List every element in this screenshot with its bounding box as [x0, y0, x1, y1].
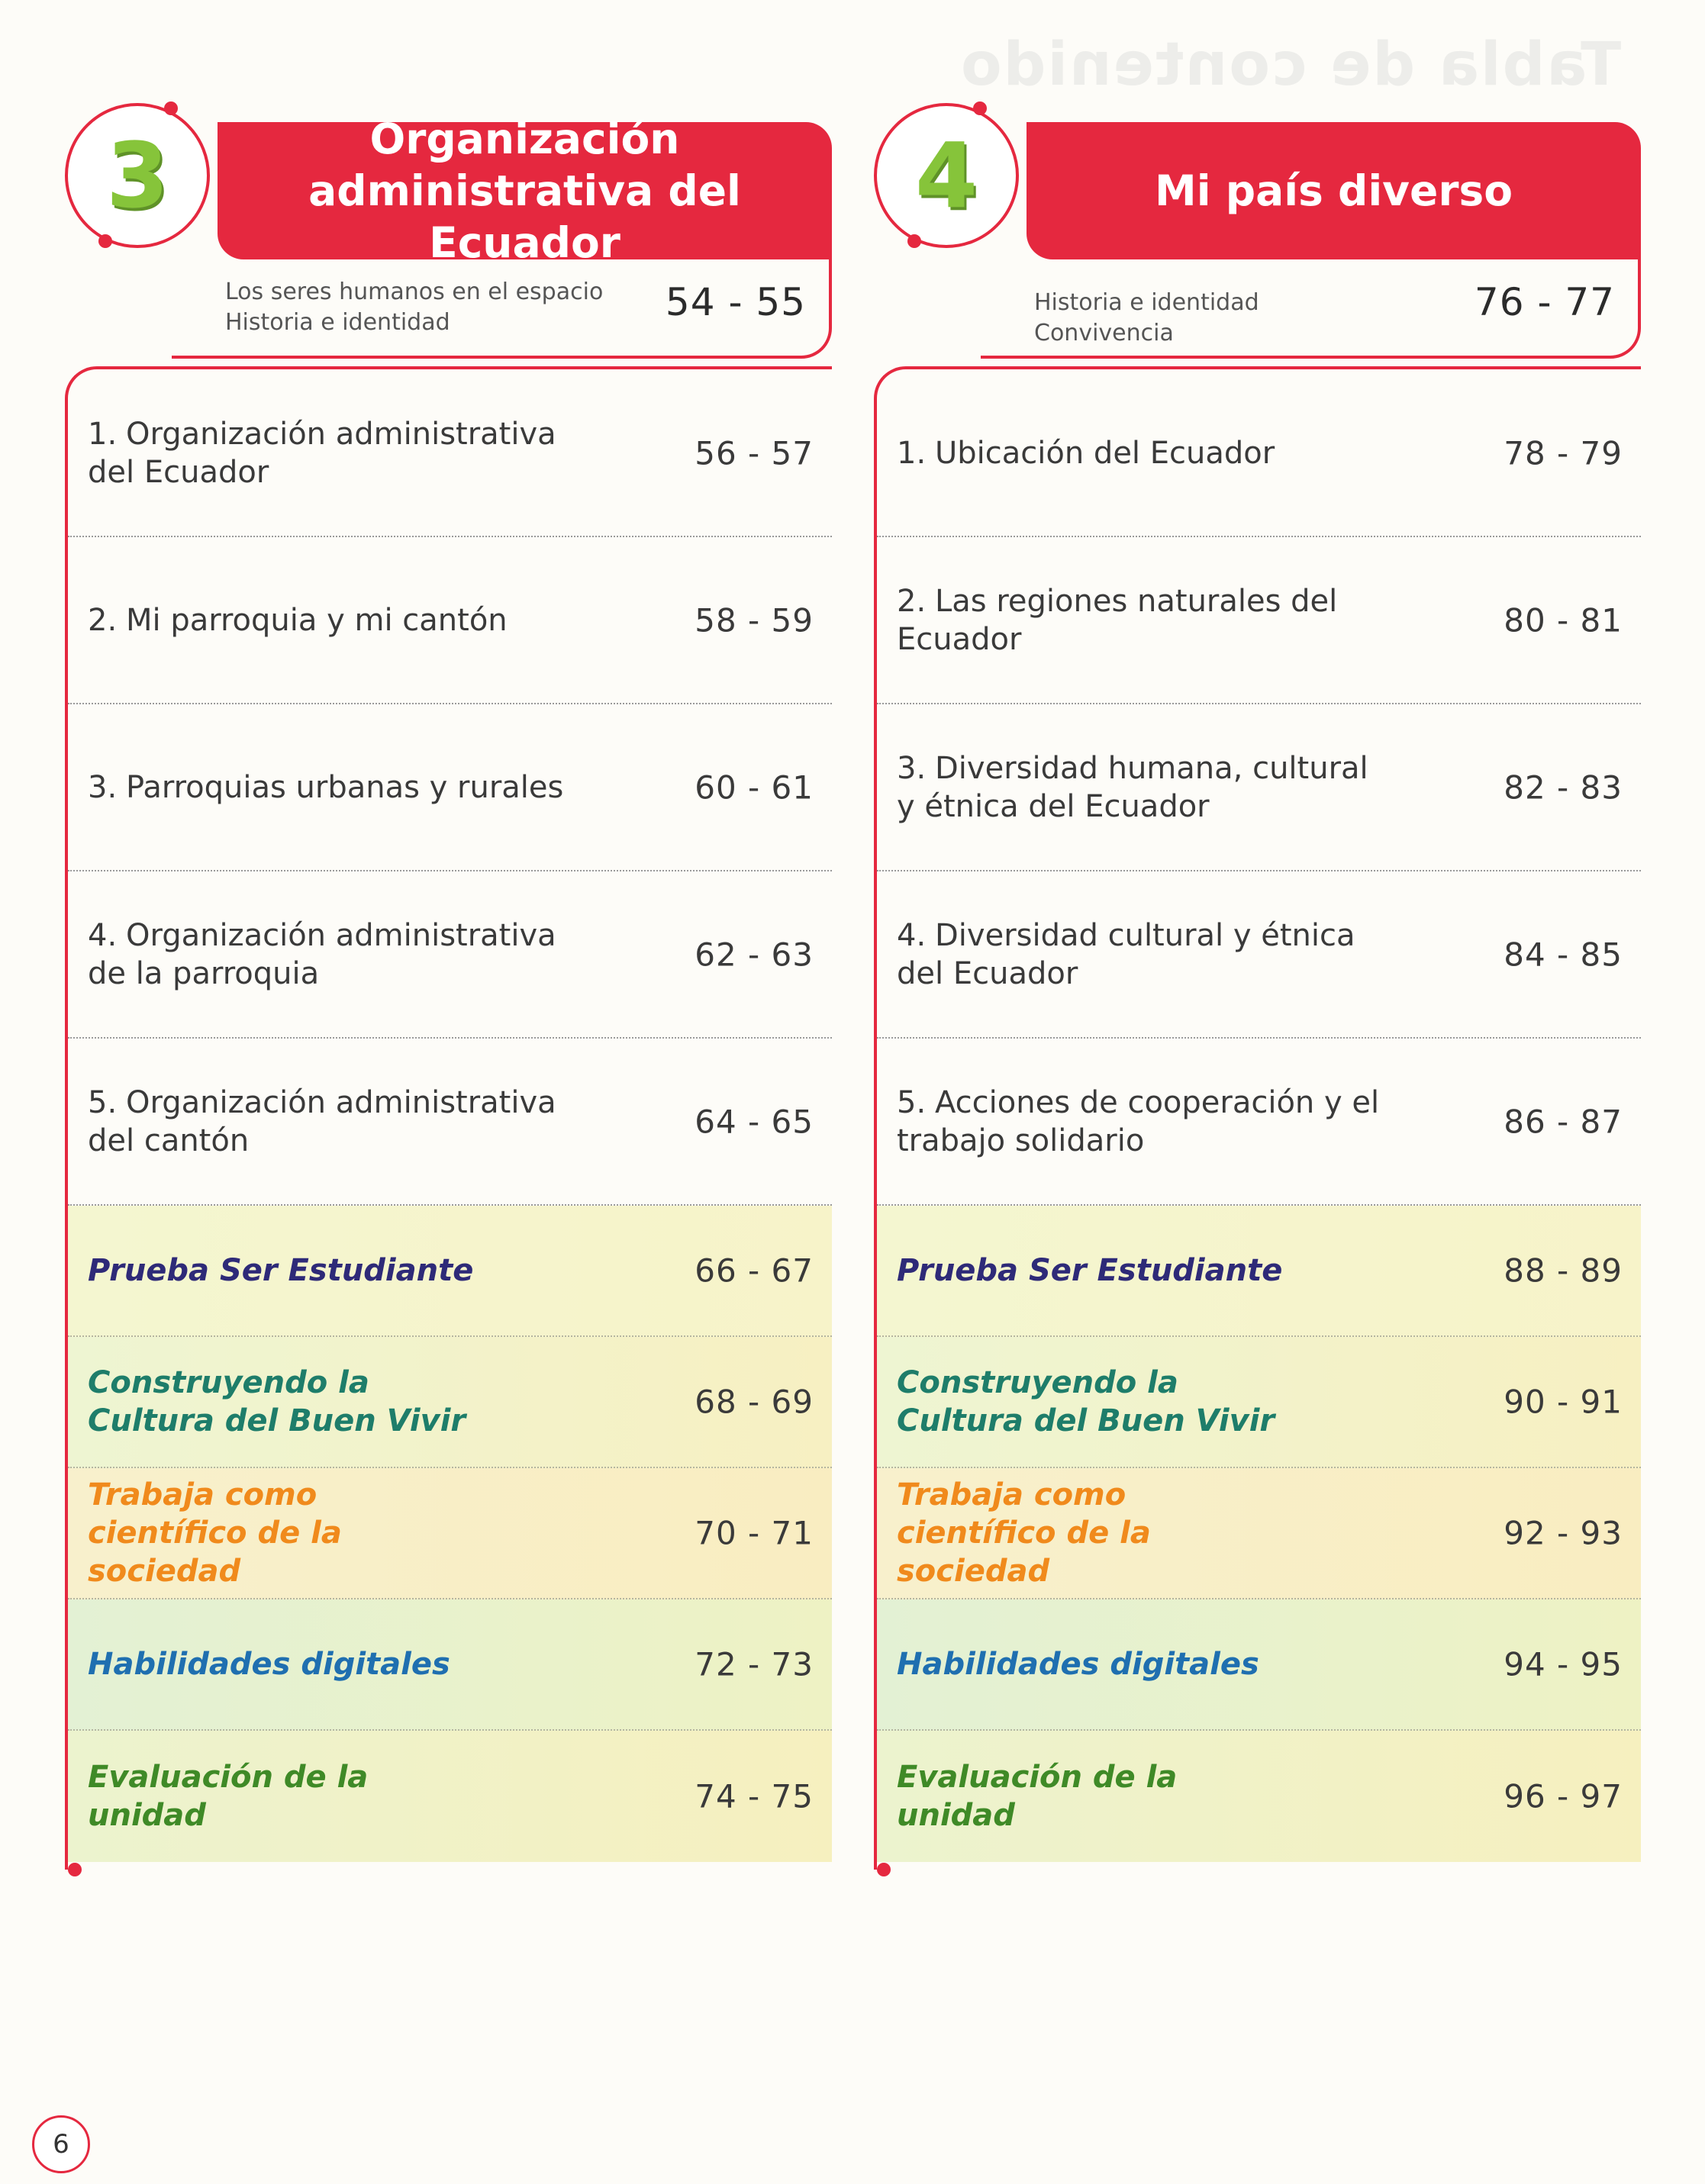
section-row-cientifico[interactable]: [877, 1468, 1641, 1599]
lesson-pages: 64 - 65: [695, 1103, 814, 1140]
unit-number-badge: [874, 103, 1019, 248]
unit-intro-box: [172, 256, 832, 359]
section-pages: 90 - 91: [1504, 1383, 1623, 1421]
lesson-row[interactable]: [68, 1039, 832, 1206]
lesson-pages: 78 - 79: [1504, 434, 1623, 472]
lesson-title: Parroquias urbanas y rurales: [126, 769, 564, 805]
section-row-digitales[interactable]: [68, 1599, 832, 1731]
section-pages: 96 - 97: [1504, 1777, 1623, 1815]
lesson-title: Las regiones naturales del Ecuador: [897, 583, 1338, 657]
lesson-number: 3.: [897, 750, 927, 786]
section-row-prueba[interactable]: [68, 1206, 832, 1337]
unit-subtitle-line: Historia e identidad: [225, 309, 450, 336]
unit-title-line-1: Organización: [369, 114, 680, 163]
section-title: Habilidades digitales: [897, 1647, 1259, 1682]
lesson-title: Acciones de cooperación y el trabajo solidario: [897, 1084, 1380, 1158]
section-pages: 66 - 67: [695, 1251, 814, 1290]
lesson-row[interactable]: [68, 537, 832, 704]
section-pages: 70 - 71: [695, 1514, 814, 1552]
lesson-number: 1.: [897, 435, 927, 471]
section-title: Construyendo la Cultura del Buen Vivir: [88, 1365, 466, 1438]
lesson-number: 1.: [88, 416, 118, 452]
lesson-title: Diversidad humana, cultural y étnica del Ecuador: [897, 750, 1368, 824]
lesson-pages: 58 - 59: [695, 601, 814, 639]
section-row-evaluacion[interactable]: [877, 1731, 1641, 1862]
lesson-title: Organización administrativa del cantón: [88, 1084, 556, 1158]
section-row-cientifico[interactable]: [68, 1468, 832, 1599]
unit-title-line-2: administrativa del Ecuador: [308, 166, 741, 267]
section-pages: 68 - 69: [695, 1383, 814, 1421]
lesson-number: 5.: [88, 1084, 118, 1120]
unit-subtitle-line: Convivencia: [1034, 320, 1174, 346]
lesson-pages: 80 - 81: [1504, 601, 1623, 639]
lesson-row[interactable]: [68, 370, 832, 537]
unit-title-banner: [1027, 122, 1641, 259]
lesson-number: 4.: [897, 917, 927, 953]
section-pages: 94 - 95: [1504, 1645, 1623, 1683]
section-title: Prueba Ser Estudiante: [897, 1253, 1283, 1288]
unit-3-block: [57, 92, 832, 1870]
section-title: Construyendo la Cultura del Buen Vivir: [897, 1365, 1275, 1438]
section-row-prueba[interactable]: [877, 1206, 1641, 1337]
lesson-number: 3.: [88, 769, 118, 805]
unit-subtitle-line: Los seres humanos en el espacio: [225, 279, 604, 305]
lesson-pages: 60 - 61: [695, 768, 814, 806]
unit-title-banner: [218, 114, 832, 267]
section-title: Prueba Ser Estudiante: [88, 1253, 474, 1288]
unit-title-line-1: Mi país diverso: [1155, 166, 1513, 215]
unit-subtitle-line: Historia e identidad: [1034, 289, 1259, 316]
lesson-title: Organización administrativa del Ecuador: [88, 416, 556, 490]
unit-number-badge: [65, 103, 210, 248]
section-pages: 88 - 89: [1504, 1251, 1623, 1290]
section-title: Evaluación de la unidad: [88, 1760, 369, 1833]
section-row-buen-vivir[interactable]: [877, 1337, 1641, 1468]
lesson-number: 5.: [897, 1084, 927, 1120]
lesson-row[interactable]: [68, 871, 832, 1039]
unit-number: 4: [914, 123, 978, 228]
lesson-pages: 86 - 87: [1504, 1103, 1623, 1140]
background-bleed-title: Tabla de contenido: [959, 31, 1621, 99]
contents-list: [68, 370, 832, 1862]
lesson-row[interactable]: [68, 704, 832, 871]
section-pages: 74 - 75: [695, 1777, 814, 1815]
frame-end-dot: [877, 1863, 891, 1876]
section-title: Trabaja como científico de la sociedad: [88, 1477, 342, 1589]
section-pages: 72 - 73: [695, 1645, 814, 1683]
lesson-title: Organización administrativa de la parroquia: [88, 917, 556, 991]
lesson-row[interactable]: [877, 704, 1641, 871]
unit-4-block: [866, 92, 1641, 1870]
lesson-number: 2.: [88, 602, 118, 638]
section-row-evaluacion[interactable]: [68, 1731, 832, 1862]
lesson-number: 4.: [88, 917, 118, 953]
lesson-pages: 56 - 57: [695, 434, 814, 472]
lesson-title: Diversidad cultural y étnica del Ecuador: [897, 917, 1355, 991]
lesson-row[interactable]: [877, 871, 1641, 1039]
section-row-digitales[interactable]: [877, 1599, 1641, 1731]
lesson-pages: 62 - 63: [695, 936, 814, 973]
unit-intro-pages: 54 - 55: [665, 280, 806, 324]
page-number: 6: [32, 2115, 90, 2173]
section-row-buen-vivir[interactable]: [68, 1337, 832, 1468]
section-pages: 92 - 93: [1504, 1514, 1623, 1552]
section-title: Trabaja como científico de la sociedad: [897, 1477, 1151, 1589]
section-title: Evaluación de la unidad: [897, 1760, 1178, 1833]
unit-number: 3: [105, 123, 169, 228]
lesson-title: Ubicación del Ecuador: [935, 435, 1275, 471]
unit-intro-pages: 76 - 77: [1474, 280, 1615, 324]
section-title: Habilidades digitales: [88, 1647, 450, 1682]
lesson-number: 2.: [897, 583, 927, 619]
lesson-pages: 84 - 85: [1504, 936, 1623, 973]
frame-end-dot: [68, 1863, 82, 1876]
lesson-row[interactable]: [877, 370, 1641, 537]
lesson-row[interactable]: [877, 537, 1641, 704]
lesson-pages: 82 - 83: [1504, 768, 1623, 806]
lesson-title: Mi parroquia y mi cantón: [126, 602, 508, 638]
contents-list: [877, 370, 1641, 1862]
unit-intro-box: [981, 256, 1641, 359]
lesson-row[interactable]: [877, 1039, 1641, 1206]
